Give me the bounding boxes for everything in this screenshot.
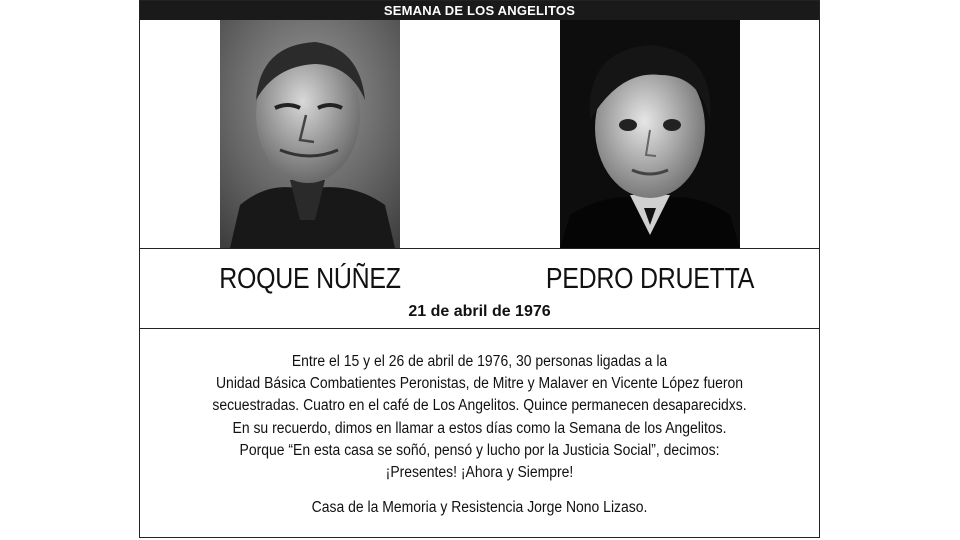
text-line: Entre el 15 y el 26 de abril de 1976, 30 personas ligadas a la [291,353,668,370]
photo-pedro-druetta [560,20,740,248]
photo-roque-nunez [220,20,400,248]
memorial-card [139,0,820,538]
header-title: SEMANA DE LOS ANGELITOS [140,1,819,20]
name-pedro-druetta: PEDRO DRUETTA [545,263,755,295]
text-line: ¡Presentes! ¡Ahora y Siempre! [385,464,574,482]
portrait-older-man-icon [220,20,400,248]
text-line: En su recuerdo, dimos en llamar a estos días como la Semana de los Angelitos. [232,419,727,437]
signature [140,499,819,517]
divider-bottom [140,328,819,329]
portrait-young-man-icon [560,20,740,248]
signature-text: Casa de la Memoria y Resistencia Jorge Nono Lizaso. [311,499,648,516]
text-line: Porque “En esta casa se soñó, pensó y lucho por la Justicia Social”, decimos: [239,441,720,459]
text-line: Unidad Básica Combatientes Peronistas, de Mitre y Malaver en Vicente López fueron [215,375,744,393]
divider-top [140,248,819,249]
event-date: 21 de abril de 1976 [408,303,551,320]
text-line: secuestradas. Cuatro en el café de Los Angelitos. Quince permanecen desaparecidxs. [212,397,747,415]
memorial-text [140,351,819,484]
name-roque-nunez: ROQUE NÚÑEZ [219,263,401,295]
